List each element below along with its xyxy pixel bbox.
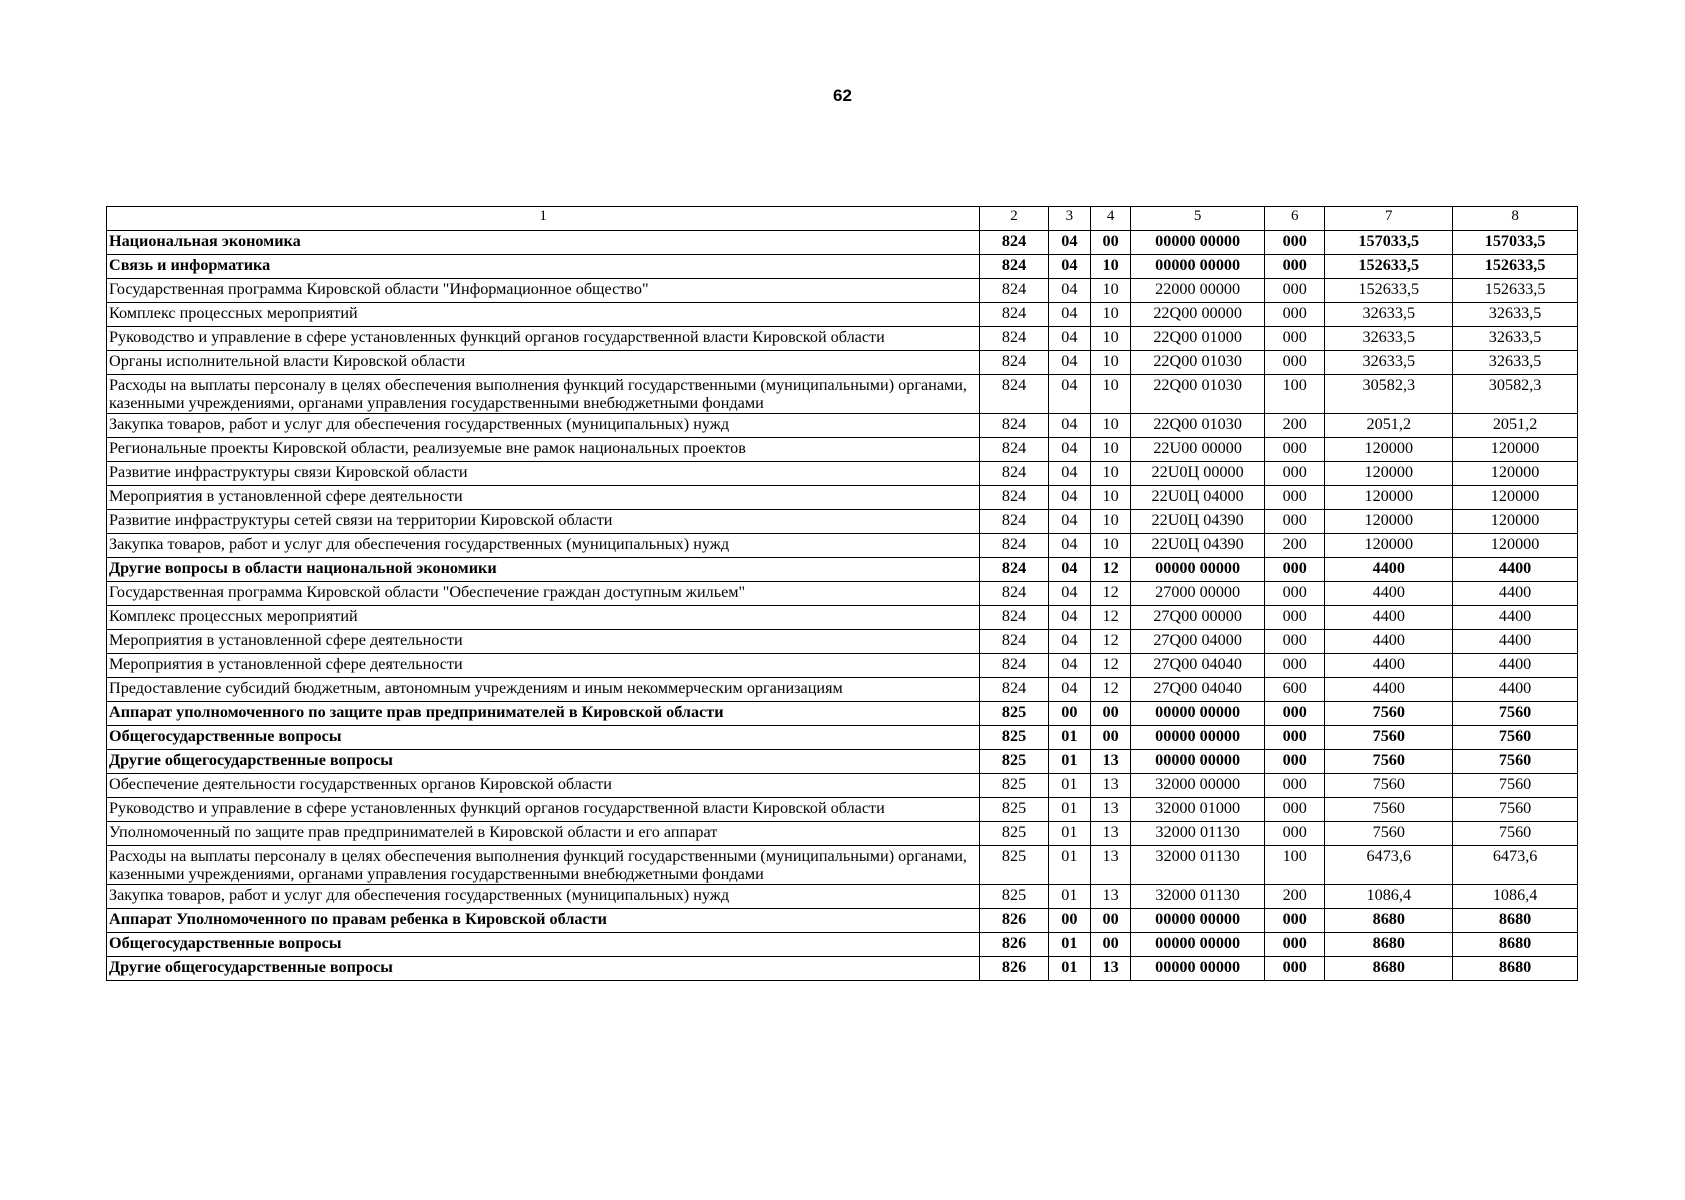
admin-code-cell: 824 bbox=[980, 462, 1048, 486]
subsection-cell: 13 bbox=[1090, 822, 1130, 846]
table-row bbox=[107, 846, 1578, 885]
amount-total-cell: 8680 bbox=[1453, 909, 1578, 933]
row-name-cell: Мероприятия в установленной сфере деятельности bbox=[107, 630, 980, 654]
admin-code-cell: 824 bbox=[980, 303, 1048, 327]
target-article-cell: 00000 00000 bbox=[1131, 702, 1265, 726]
admin-code-cell: 824 bbox=[980, 630, 1048, 654]
amount-total-cell: 7560 bbox=[1453, 798, 1578, 822]
subsection-cell: 10 bbox=[1090, 462, 1130, 486]
section-cell: 04 bbox=[1048, 462, 1090, 486]
amount-cell: 120000 bbox=[1325, 438, 1453, 462]
table-row bbox=[107, 774, 1578, 798]
amount-cell: 7560 bbox=[1325, 798, 1453, 822]
expense-type-cell: 000 bbox=[1265, 231, 1325, 255]
admin-code-cell: 826 bbox=[980, 957, 1048, 981]
target-article-cell: 22U0Ц 04390 bbox=[1131, 510, 1265, 534]
subsection-cell: 13 bbox=[1090, 750, 1130, 774]
expense-type-cell: 100 bbox=[1265, 375, 1325, 414]
row-name-cell: Общегосударственные вопросы bbox=[107, 726, 980, 750]
admin-code-cell: 824 bbox=[980, 558, 1048, 582]
table-body bbox=[107, 231, 1578, 981]
amount-cell: 120000 bbox=[1325, 510, 1453, 534]
amount-total-cell: 4400 bbox=[1453, 678, 1578, 702]
expense-type-cell: 000 bbox=[1265, 486, 1325, 510]
amount-total-cell: 120000 bbox=[1453, 438, 1578, 462]
target-article-cell: 00000 00000 bbox=[1131, 558, 1265, 582]
row-name-cell: Закупка товаров, работ и услуг для обеспечения государственных (муниципальных) нужд bbox=[107, 885, 980, 909]
table-row bbox=[107, 933, 1578, 957]
table-row bbox=[107, 375, 1578, 414]
expense-type-cell: 000 bbox=[1265, 630, 1325, 654]
subsection-cell: 10 bbox=[1090, 303, 1130, 327]
target-article-cell: 00000 00000 bbox=[1131, 933, 1265, 957]
expense-type-cell: 000 bbox=[1265, 606, 1325, 630]
row-name-cell: Закупка товаров, работ и услуг для обеспечения государственных (муниципальных) нужд bbox=[107, 534, 980, 558]
table-row bbox=[107, 822, 1578, 846]
amount-total-cell: 7560 bbox=[1453, 726, 1578, 750]
expense-type-cell: 000 bbox=[1265, 462, 1325, 486]
amount-total-cell: 8680 bbox=[1453, 957, 1578, 981]
admin-code-cell: 825 bbox=[980, 774, 1048, 798]
row-name-cell: Общегосударственные вопросы bbox=[107, 933, 980, 957]
target-article-cell: 32000 00000 bbox=[1131, 774, 1265, 798]
table-row bbox=[107, 351, 1578, 375]
subsection-cell: 00 bbox=[1090, 702, 1130, 726]
section-cell: 01 bbox=[1048, 726, 1090, 750]
expense-type-cell: 000 bbox=[1265, 957, 1325, 981]
target-article-cell: 22000 00000 bbox=[1131, 279, 1265, 303]
admin-code-cell: 825 bbox=[980, 702, 1048, 726]
amount-total-cell: 1086,4 bbox=[1453, 885, 1578, 909]
target-article-cell: 32000 01130 bbox=[1131, 822, 1265, 846]
row-name-cell: Мероприятия в установленной сфере деятельности bbox=[107, 654, 980, 678]
amount-cell: 152633,5 bbox=[1325, 255, 1453, 279]
section-cell: 04 bbox=[1048, 231, 1090, 255]
amount-total-cell: 152633,5 bbox=[1453, 279, 1578, 303]
subsection-cell: 10 bbox=[1090, 486, 1130, 510]
expense-type-cell: 000 bbox=[1265, 351, 1325, 375]
subsection-cell: 13 bbox=[1090, 798, 1130, 822]
amount-total-cell: 120000 bbox=[1453, 486, 1578, 510]
amount-total-cell: 152633,5 bbox=[1453, 255, 1578, 279]
page-number: 62 bbox=[833, 86, 852, 105]
subsection-cell: 00 bbox=[1090, 933, 1130, 957]
admin-code-cell: 824 bbox=[980, 582, 1048, 606]
table-row bbox=[107, 678, 1578, 702]
admin-code-cell: 824 bbox=[980, 438, 1048, 462]
target-article-cell: 00000 00000 bbox=[1131, 231, 1265, 255]
amount-total-cell: 4400 bbox=[1453, 582, 1578, 606]
section-cell: 00 bbox=[1048, 702, 1090, 726]
table-row bbox=[107, 279, 1578, 303]
target-article-cell: 00000 00000 bbox=[1131, 726, 1265, 750]
amount-total-cell: 157033,5 bbox=[1453, 231, 1578, 255]
amount-total-cell: 30582,3 bbox=[1453, 375, 1578, 414]
target-article-cell: 00000 00000 bbox=[1131, 255, 1265, 279]
amount-cell: 4400 bbox=[1325, 606, 1453, 630]
amount-cell: 7560 bbox=[1325, 702, 1453, 726]
table-row bbox=[107, 702, 1578, 726]
admin-code-cell: 826 bbox=[980, 909, 1048, 933]
section-cell: 00 bbox=[1048, 909, 1090, 933]
subsection-cell: 10 bbox=[1090, 351, 1130, 375]
amount-cell: 6473,6 bbox=[1325, 846, 1453, 885]
amount-cell: 8680 bbox=[1325, 909, 1453, 933]
target-article-cell: 32000 01130 bbox=[1131, 846, 1265, 885]
row-name-cell: Предоставление субсидий бюджетным, автономным учреждениям и иным некоммерческим организациям bbox=[107, 678, 980, 702]
row-name-cell: Уполномоченный по защите прав предпринимателей в Кировской области и его аппарат bbox=[107, 822, 980, 846]
row-name-cell: Другие общегосударственные вопросы bbox=[107, 750, 980, 774]
table-row bbox=[107, 726, 1578, 750]
row-name-cell: Обеспечение деятельности государственных органов Кировской области bbox=[107, 774, 980, 798]
section-cell: 04 bbox=[1048, 438, 1090, 462]
subsection-cell: 10 bbox=[1090, 414, 1130, 438]
target-article-cell: 32000 01130 bbox=[1131, 885, 1265, 909]
section-cell: 04 bbox=[1048, 606, 1090, 630]
table-row bbox=[107, 414, 1578, 438]
amount-cell: 152633,5 bbox=[1325, 279, 1453, 303]
amount-cell: 2051,2 bbox=[1325, 414, 1453, 438]
amount-cell: 8680 bbox=[1325, 933, 1453, 957]
amount-total-cell: 32633,5 bbox=[1453, 303, 1578, 327]
expense-type-cell: 000 bbox=[1265, 510, 1325, 534]
subsection-cell: 10 bbox=[1090, 255, 1130, 279]
subsection-cell: 12 bbox=[1090, 606, 1130, 630]
section-cell: 04 bbox=[1048, 279, 1090, 303]
expense-type-cell: 000 bbox=[1265, 798, 1325, 822]
section-cell: 04 bbox=[1048, 327, 1090, 351]
section-cell: 01 bbox=[1048, 933, 1090, 957]
table-row bbox=[107, 231, 1578, 255]
row-name-cell: Развитие инфраструктуры сетей связи на территории Кировской области bbox=[107, 510, 980, 534]
amount-total-cell: 120000 bbox=[1453, 534, 1578, 558]
row-name-cell: Руководство и управление в сфере установленных функций органов государственной власти Кировской области bbox=[107, 798, 980, 822]
row-name-cell: Связь и информатика bbox=[107, 255, 980, 279]
row-name-cell: Расходы на выплаты персоналу в целях обеспечения выполнения функций государственными (муниципальными) органами, казенными учреждениями, органами управления государственными внебюджетными фондами bbox=[107, 846, 980, 885]
table-row bbox=[107, 327, 1578, 351]
section-cell: 04 bbox=[1048, 351, 1090, 375]
expense-type-cell: 000 bbox=[1265, 303, 1325, 327]
row-name-cell: Комплекс процессных мероприятий bbox=[107, 303, 980, 327]
section-cell: 04 bbox=[1048, 582, 1090, 606]
amount-total-cell: 6473,6 bbox=[1453, 846, 1578, 885]
amount-cell: 120000 bbox=[1325, 462, 1453, 486]
amount-total-cell: 7560 bbox=[1453, 750, 1578, 774]
admin-code-cell: 825 bbox=[980, 822, 1048, 846]
expense-type-cell: 000 bbox=[1265, 327, 1325, 351]
amount-cell: 157033,5 bbox=[1325, 231, 1453, 255]
header-row bbox=[107, 207, 1578, 231]
expense-type-cell: 000 bbox=[1265, 750, 1325, 774]
amount-cell: 4400 bbox=[1325, 630, 1453, 654]
amount-cell: 7560 bbox=[1325, 750, 1453, 774]
column-header: 5 bbox=[1131, 207, 1265, 231]
table-row bbox=[107, 462, 1578, 486]
admin-code-cell: 824 bbox=[980, 279, 1048, 303]
amount-cell: 120000 bbox=[1325, 486, 1453, 510]
amount-cell: 4400 bbox=[1325, 558, 1453, 582]
expense-type-cell: 000 bbox=[1265, 582, 1325, 606]
section-cell: 04 bbox=[1048, 630, 1090, 654]
section-cell: 04 bbox=[1048, 510, 1090, 534]
expense-type-cell: 000 bbox=[1265, 909, 1325, 933]
row-name-cell: Закупка товаров, работ и услуг для обеспечения государственных (муниципальных) нужд bbox=[107, 414, 980, 438]
target-article-cell: 22Q00 01030 bbox=[1131, 351, 1265, 375]
expense-type-cell: 000 bbox=[1265, 933, 1325, 957]
subsection-cell: 12 bbox=[1090, 582, 1130, 606]
table-row bbox=[107, 654, 1578, 678]
admin-code-cell: 825 bbox=[980, 885, 1048, 909]
admin-code-cell: 824 bbox=[980, 486, 1048, 510]
admin-code-cell: 824 bbox=[980, 534, 1048, 558]
target-article-cell: 22Q00 00000 bbox=[1131, 303, 1265, 327]
subsection-cell: 00 bbox=[1090, 231, 1130, 255]
section-cell: 04 bbox=[1048, 486, 1090, 510]
subsection-cell: 00 bbox=[1090, 909, 1130, 933]
amount-cell: 1086,4 bbox=[1325, 885, 1453, 909]
admin-code-cell: 825 bbox=[980, 750, 1048, 774]
target-article-cell: 32000 01000 bbox=[1131, 798, 1265, 822]
column-header: 8 bbox=[1453, 207, 1578, 231]
row-name-cell: Расходы на выплаты персоналу в целях обеспечения выполнения функций государственными (муниципальными) органами, казенными учреждениями, органами управления государственными внебюджетными фондами bbox=[107, 375, 980, 414]
target-article-cell: 27Q00 04000 bbox=[1131, 630, 1265, 654]
subsection-cell: 10 bbox=[1090, 279, 1130, 303]
target-article-cell: 22U0Ц 00000 bbox=[1131, 462, 1265, 486]
row-name-cell: Развитие инфраструктуры связи Кировской области bbox=[107, 462, 980, 486]
table-row bbox=[107, 630, 1578, 654]
expense-type-cell: 000 bbox=[1265, 822, 1325, 846]
column-header: 1 bbox=[107, 207, 980, 231]
row-name-cell: Аппарат уполномоченного по защите прав предпринимателей в Кировской области bbox=[107, 702, 980, 726]
section-cell: 04 bbox=[1048, 375, 1090, 414]
amount-cell: 32633,5 bbox=[1325, 303, 1453, 327]
expense-type-cell: 000 bbox=[1265, 438, 1325, 462]
expense-type-cell: 100 bbox=[1265, 846, 1325, 885]
admin-code-cell: 824 bbox=[980, 351, 1048, 375]
section-cell: 01 bbox=[1048, 750, 1090, 774]
section-cell: 04 bbox=[1048, 534, 1090, 558]
expense-type-cell: 200 bbox=[1265, 414, 1325, 438]
row-name-cell: Мероприятия в установленной сфере деятельности bbox=[107, 486, 980, 510]
amount-cell: 8680 bbox=[1325, 957, 1453, 981]
admin-code-cell: 825 bbox=[980, 726, 1048, 750]
row-name-cell: Аппарат Уполномоченного по правам ребенка в Кировской области bbox=[107, 909, 980, 933]
target-article-cell: 27Q00 04040 bbox=[1131, 678, 1265, 702]
expense-type-cell: 200 bbox=[1265, 885, 1325, 909]
row-name-cell: Руководство и управление в сфере установленных функций органов государственной власти Кировской области bbox=[107, 327, 980, 351]
section-cell: 01 bbox=[1048, 774, 1090, 798]
amount-total-cell: 4400 bbox=[1453, 606, 1578, 630]
target-article-cell: 00000 00000 bbox=[1131, 750, 1265, 774]
table-row bbox=[107, 255, 1578, 279]
table-row bbox=[107, 885, 1578, 909]
expense-type-cell: 000 bbox=[1265, 774, 1325, 798]
table-row bbox=[107, 534, 1578, 558]
admin-code-cell: 824 bbox=[980, 414, 1048, 438]
amount-total-cell: 4400 bbox=[1453, 558, 1578, 582]
section-cell: 04 bbox=[1048, 414, 1090, 438]
amount-total-cell: 7560 bbox=[1453, 822, 1578, 846]
amount-total-cell: 8680 bbox=[1453, 933, 1578, 957]
admin-code-cell: 826 bbox=[980, 933, 1048, 957]
row-name-cell: Органы исполнительной власти Кировской области bbox=[107, 351, 980, 375]
amount-total-cell: 32633,5 bbox=[1453, 327, 1578, 351]
subsection-cell: 13 bbox=[1090, 885, 1130, 909]
section-cell: 04 bbox=[1048, 303, 1090, 327]
subsection-cell: 10 bbox=[1090, 327, 1130, 351]
column-header: 2 bbox=[980, 207, 1048, 231]
amount-total-cell: 120000 bbox=[1453, 462, 1578, 486]
amount-cell: 32633,5 bbox=[1325, 327, 1453, 351]
admin-code-cell: 825 bbox=[980, 846, 1048, 885]
table-row bbox=[107, 558, 1578, 582]
section-cell: 01 bbox=[1048, 798, 1090, 822]
amount-cell: 7560 bbox=[1325, 726, 1453, 750]
table-row bbox=[107, 486, 1578, 510]
row-name-cell: Другие вопросы в области национальной экономики bbox=[107, 558, 980, 582]
row-name-cell: Государственная программа Кировской области "Информационное общество" bbox=[107, 279, 980, 303]
row-name-cell: Комплекс процессных мероприятий bbox=[107, 606, 980, 630]
amount-total-cell: 120000 bbox=[1453, 510, 1578, 534]
table-row bbox=[107, 438, 1578, 462]
expense-type-cell: 000 bbox=[1265, 654, 1325, 678]
admin-code-cell: 824 bbox=[980, 231, 1048, 255]
section-cell: 01 bbox=[1048, 846, 1090, 885]
amount-cell: 7560 bbox=[1325, 822, 1453, 846]
expense-type-cell: 000 bbox=[1265, 279, 1325, 303]
row-name-cell: Другие общегосударственные вопросы bbox=[107, 957, 980, 981]
target-article-cell: 22Q00 01030 bbox=[1131, 375, 1265, 414]
admin-code-cell: 824 bbox=[980, 327, 1048, 351]
target-article-cell: 00000 00000 bbox=[1131, 909, 1265, 933]
table-row bbox=[107, 957, 1578, 981]
amount-total-cell: 4400 bbox=[1453, 654, 1578, 678]
column-header: 4 bbox=[1090, 207, 1130, 231]
target-article-cell: 22U00 00000 bbox=[1131, 438, 1265, 462]
table-row bbox=[107, 750, 1578, 774]
subsection-cell: 13 bbox=[1090, 774, 1130, 798]
admin-code-cell: 824 bbox=[980, 678, 1048, 702]
target-article-cell: 22Q00 01030 bbox=[1131, 414, 1265, 438]
amount-cell: 32633,5 bbox=[1325, 351, 1453, 375]
admin-code-cell: 824 bbox=[980, 654, 1048, 678]
expense-type-cell: 200 bbox=[1265, 534, 1325, 558]
target-article-cell: 27Q00 04040 bbox=[1131, 654, 1265, 678]
subsection-cell: 12 bbox=[1090, 678, 1130, 702]
table-row bbox=[107, 582, 1578, 606]
target-article-cell: 22U0Ц 04390 bbox=[1131, 534, 1265, 558]
budget-table bbox=[106, 206, 1578, 981]
admin-code-cell: 824 bbox=[980, 606, 1048, 630]
target-article-cell: 22Q00 01000 bbox=[1131, 327, 1265, 351]
subsection-cell: 10 bbox=[1090, 534, 1130, 558]
target-article-cell: 27Q00 00000 bbox=[1131, 606, 1265, 630]
row-name-cell: Государственная программа Кировской области "Обеспечение граждан доступным жильем" bbox=[107, 582, 980, 606]
subsection-cell: 10 bbox=[1090, 375, 1130, 414]
amount-total-cell: 4400 bbox=[1453, 630, 1578, 654]
expense-type-cell: 600 bbox=[1265, 678, 1325, 702]
amount-total-cell: 7560 bbox=[1453, 702, 1578, 726]
expense-type-cell: 000 bbox=[1265, 558, 1325, 582]
amount-total-cell: 32633,5 bbox=[1453, 351, 1578, 375]
admin-code-cell: 825 bbox=[980, 798, 1048, 822]
amount-cell: 7560 bbox=[1325, 774, 1453, 798]
amount-cell: 4400 bbox=[1325, 678, 1453, 702]
column-header: 7 bbox=[1325, 207, 1453, 231]
expense-type-cell: 000 bbox=[1265, 255, 1325, 279]
admin-code-cell: 824 bbox=[980, 510, 1048, 534]
amount-cell: 4400 bbox=[1325, 582, 1453, 606]
amount-total-cell: 2051,2 bbox=[1453, 414, 1578, 438]
amount-cell: 4400 bbox=[1325, 654, 1453, 678]
table-row bbox=[107, 510, 1578, 534]
column-header: 6 bbox=[1265, 207, 1325, 231]
table-row bbox=[107, 798, 1578, 822]
amount-cell: 120000 bbox=[1325, 534, 1453, 558]
section-cell: 01 bbox=[1048, 885, 1090, 909]
expense-type-cell: 000 bbox=[1265, 726, 1325, 750]
column-header: 3 bbox=[1048, 207, 1090, 231]
target-article-cell: 22U0Ц 04000 bbox=[1131, 486, 1265, 510]
section-cell: 04 bbox=[1048, 255, 1090, 279]
subsection-cell: 10 bbox=[1090, 438, 1130, 462]
target-article-cell: 27000 00000 bbox=[1131, 582, 1265, 606]
expense-type-cell: 000 bbox=[1265, 702, 1325, 726]
section-cell: 04 bbox=[1048, 678, 1090, 702]
admin-code-cell: 824 bbox=[980, 255, 1048, 279]
subsection-cell: 10 bbox=[1090, 510, 1130, 534]
row-name-cell: Национальная экономика bbox=[107, 231, 980, 255]
section-cell: 01 bbox=[1048, 957, 1090, 981]
subsection-cell: 13 bbox=[1090, 957, 1130, 981]
section-cell: 04 bbox=[1048, 654, 1090, 678]
subsection-cell: 13 bbox=[1090, 846, 1130, 885]
admin-code-cell: 824 bbox=[980, 375, 1048, 414]
section-cell: 04 bbox=[1048, 558, 1090, 582]
subsection-cell: 12 bbox=[1090, 558, 1130, 582]
subsection-cell: 12 bbox=[1090, 630, 1130, 654]
subsection-cell: 00 bbox=[1090, 726, 1130, 750]
table-row bbox=[107, 909, 1578, 933]
table-row bbox=[107, 303, 1578, 327]
table-row bbox=[107, 606, 1578, 630]
amount-cell: 30582,3 bbox=[1325, 375, 1453, 414]
subsection-cell: 12 bbox=[1090, 654, 1130, 678]
row-name-cell: Региональные проекты Кировской области, реализуемые вне рамок национальных проектов bbox=[107, 438, 980, 462]
section-cell: 01 bbox=[1048, 822, 1090, 846]
amount-total-cell: 7560 bbox=[1453, 774, 1578, 798]
target-article-cell: 00000 00000 bbox=[1131, 957, 1265, 981]
